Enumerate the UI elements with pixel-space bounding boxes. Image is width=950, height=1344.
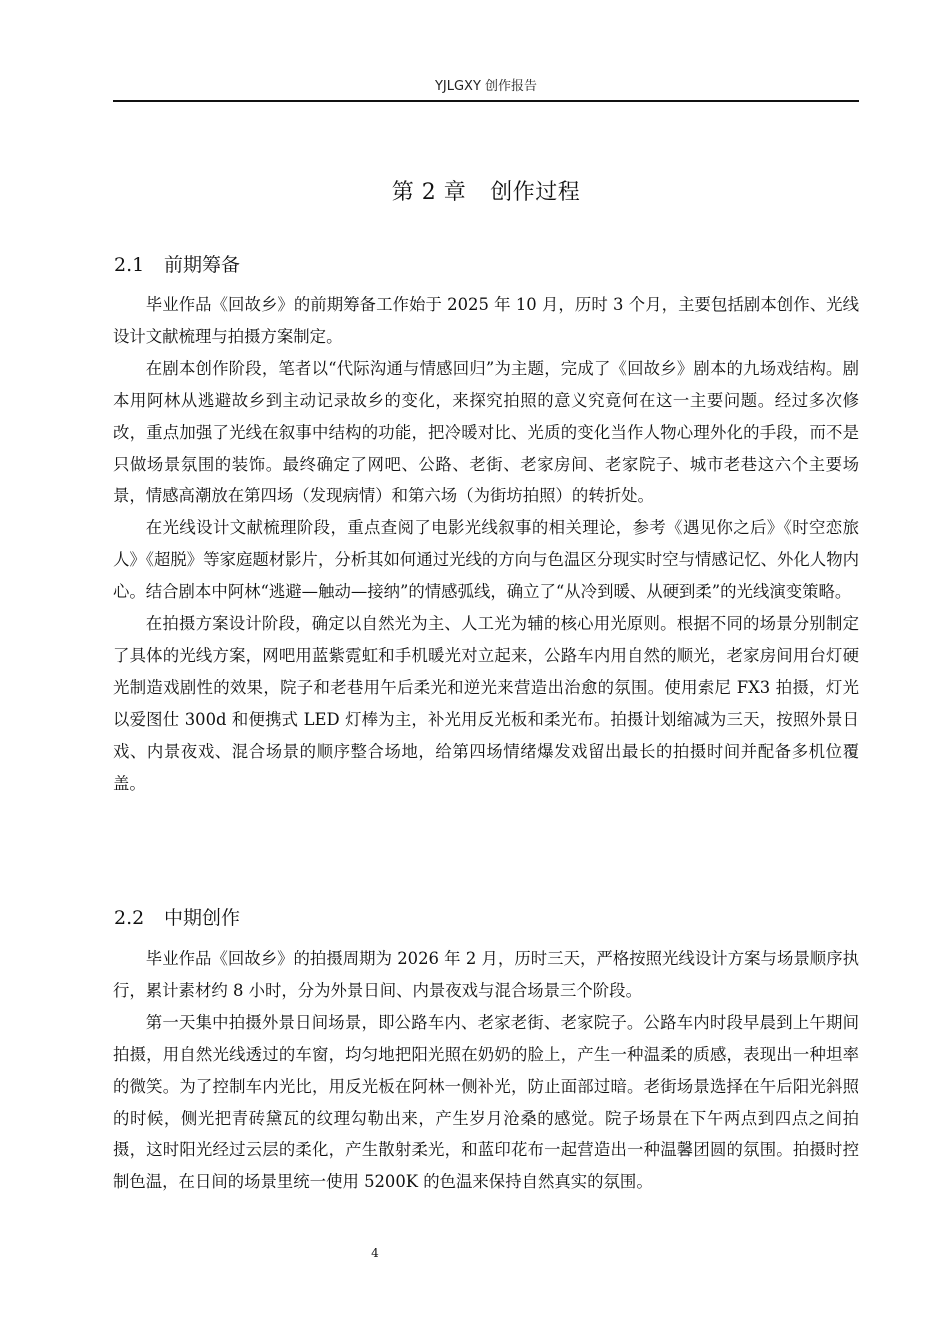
header-rule [113,100,859,102]
chapter-title-text: 创作过程 [490,180,581,205]
paragraph: 毕业作品《回故乡》的拍摄周期为 2026 年 2 月，历时三天，严格按照光线设计方案与场景顺序执行，累计素材约 8 小时，分为外景日间、内景夜戏与混合场景三个阶段。 [113,949,859,1000]
section-number: 2.2 [114,907,145,929]
section-title: 中期创作 [164,907,241,929]
section-heading-2-1 [114,250,240,280]
chapter-number: 第 2 章 [391,180,467,205]
chapter-title [113,176,859,210]
section-body-2-1 [113,289,859,800]
section-heading-2-2 [114,903,240,933]
section-title: 前期筹备 [164,254,241,276]
page-number: 4 [371,1246,379,1260]
section-number: 2.1 [114,254,145,276]
paragraph: 第一天集中拍摄外景日间场景，即公路车内、老家老街、老家院子。公路车内时段早晨到上午期间拍摄，用自然光线透过的车窗，均匀地把阳光照在奶奶的脸上，产生一种温柔的质感，表现出一种坦率的微笑。为了控制车内光比，用反光板在阿林一侧补光，防止面部过暗。老街场景选择在午后阳光斜照的时候，侧光把青砖黛瓦的纹理勾勒出来，产生岁月沧桑的感觉。院子场景在下午两点到四点之间拍摄，这时阳光经过云层的柔化，产生散射柔光，和蓝印花布一起营造出一种温馨团圆的氛围。拍摄时控制色温，在日间的场景里统一使用 5200K 的色温来保持自然真实的氛围。 [113,1012,859,1192]
running-header: YJLGXY 创作报告 [434,79,538,94]
paragraph: 在光线设计文献梳理阶段，重点查阅了电影光线叙事的相关理论，参考《遇见你之后》《时空恋旅人》《超脱》等家庭题材影片，分析其如何通过光线的方向与色温区分现实时空与情感记忆、外化人物内心。结合剧本中阿林“逃避—触动—接纳”的情感弧线，确立了“从冷到暖、从硬到柔”的光线演变策略。 [113,518,859,602]
paragraph: 在剧本创作阶段，笔者以“代际沟通与情感回归”为主题，完成了《回故乡》剧本的九场戏结构。剧本用阿林从逃避故乡到主动记录故乡的变化，来探究拍照的意义究竟何在这一主要问题。经过多次修改，重点加强了光线在叙事中结构的功能，把冷暖对比、光质的变化当作人物心理外化的手段，而不是只做场景氛围的装饰。最终确定了网吧、公路、老街、老家房间、老家院子、城市老巷这六个主要场景，情感高潮放在第四场（发现病情）和第六场（为街坊拍照）的转折处。 [113,358,859,506]
paragraph: 毕业作品《回故乡》的前期筹备工作始于 2025 年 10 月，历时 3 个月，主要包括剧本创作、光线设计文献梳理与拍摄方案制定。 [113,295,859,346]
paragraph: 在拍摄方案设计阶段，确定以自然光为主、人工光为辅的核心用光原则。根据不同的场景分别制定了具体的光线方案，网吧用蓝紫霓虹和手机暖光对立起来，公路车内用自然的顺光，老家房间用台灯硬光制造戏剧性的效果，院子和老巷用午后柔光和逆光来营造出治愈的氛围。使用索尼 FX3 拍摄，灯光以爱图仕 300d 和便携式 LED 灯棒为主，补光用反光板和柔光布。拍摄计划缩减为三天，按照外景日戏、内景夜戏、混合场景的顺序整合场地，给第四场情绪爆发戏留出最长的拍摄时间并配备多机位覆盖。 [113,614,859,793]
section-body-2-2 [113,943,859,1198]
